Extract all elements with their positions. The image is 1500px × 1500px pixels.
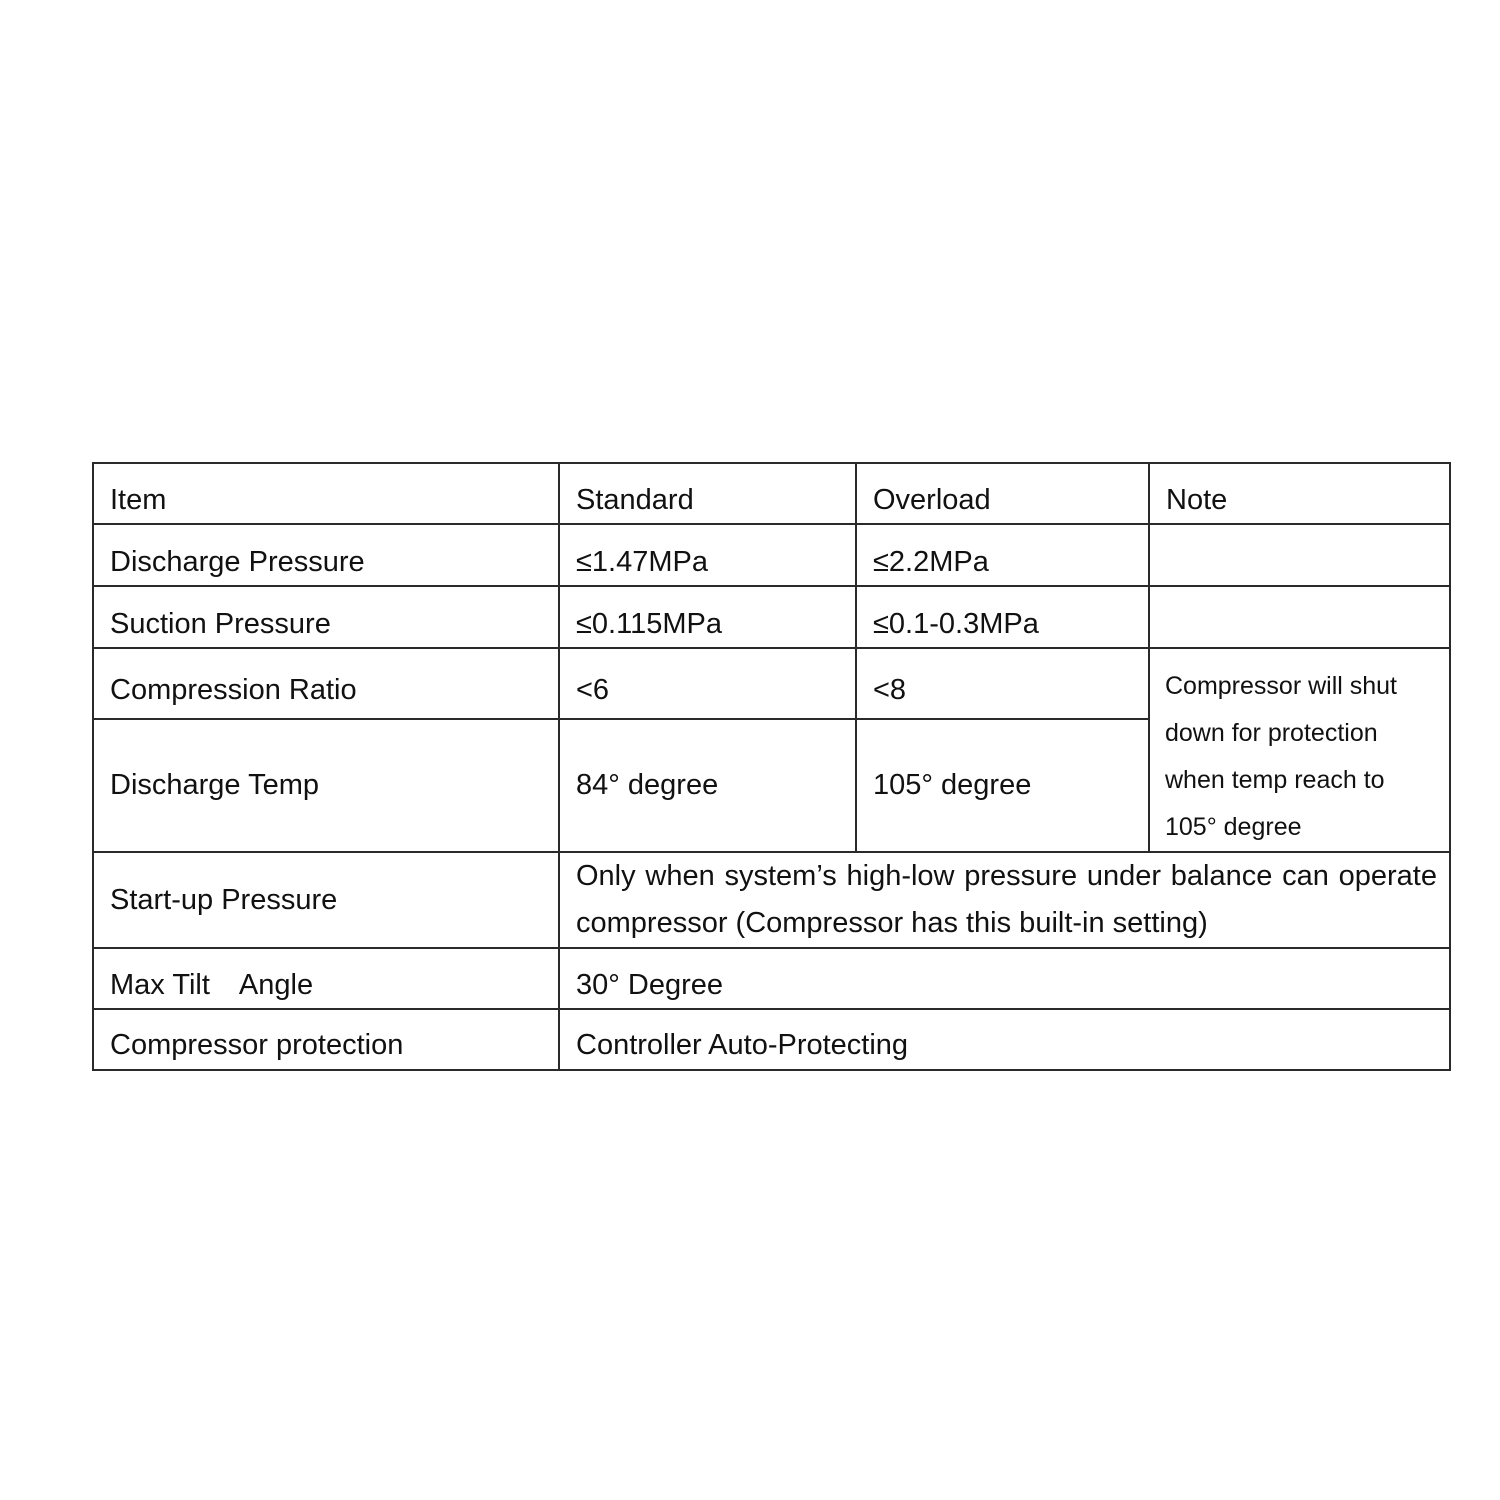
cell-overload: ≤2.2MPa: [856, 524, 1149, 586]
cell-standard: 84° degree: [559, 719, 856, 852]
table-row: [93, 586, 1450, 648]
cell-standard: <6: [559, 648, 856, 719]
table-row: [93, 648, 1450, 719]
cell-overload: <8: [856, 648, 1149, 719]
table-row: [93, 852, 1450, 948]
cell-protection-value: Controller Auto-Protecting: [559, 1009, 1450, 1070]
cell-tilt-value: 30° Degree: [559, 948, 1450, 1009]
table-row: [93, 1009, 1450, 1070]
cell-overload: ≤0.1-0.3MPa: [856, 586, 1149, 648]
cell-item: Discharge Pressure: [93, 524, 559, 586]
header-note: Note: [1149, 463, 1450, 524]
table-row: [93, 948, 1450, 1009]
cell-note: [1149, 586, 1450, 648]
cell-standard: ≤0.115MPa: [559, 586, 856, 648]
header-standard: Standard: [559, 463, 856, 524]
cell-item: Compression Ratio: [93, 648, 559, 719]
header-overload: Overload: [856, 463, 1149, 524]
cell-item: Max Tilt Angle: [93, 948, 559, 1009]
cell-item: Start-up Pressure: [93, 852, 559, 948]
cell-startup-value: Only when system’s high-low pressure under balance can operate compressor (Compressor has this built-in setting): [559, 852, 1450, 948]
cell-item: Discharge Temp: [93, 719, 559, 852]
cell-item: Compressor protection: [93, 1009, 559, 1070]
cell-standard: ≤1.47MPa: [559, 524, 856, 586]
cell-note-merged: Compressor will shut down for protection when temp reach to 105° degree: [1149, 648, 1450, 852]
header-item: Item: [93, 463, 559, 524]
table-header-row: [93, 463, 1450, 524]
cell-item: Suction Pressure: [93, 586, 559, 648]
spec-table: [92, 462, 1451, 1071]
table-row: [93, 524, 1450, 586]
cell-note: [1149, 524, 1450, 586]
cell-overload: 105° degree: [856, 719, 1149, 852]
